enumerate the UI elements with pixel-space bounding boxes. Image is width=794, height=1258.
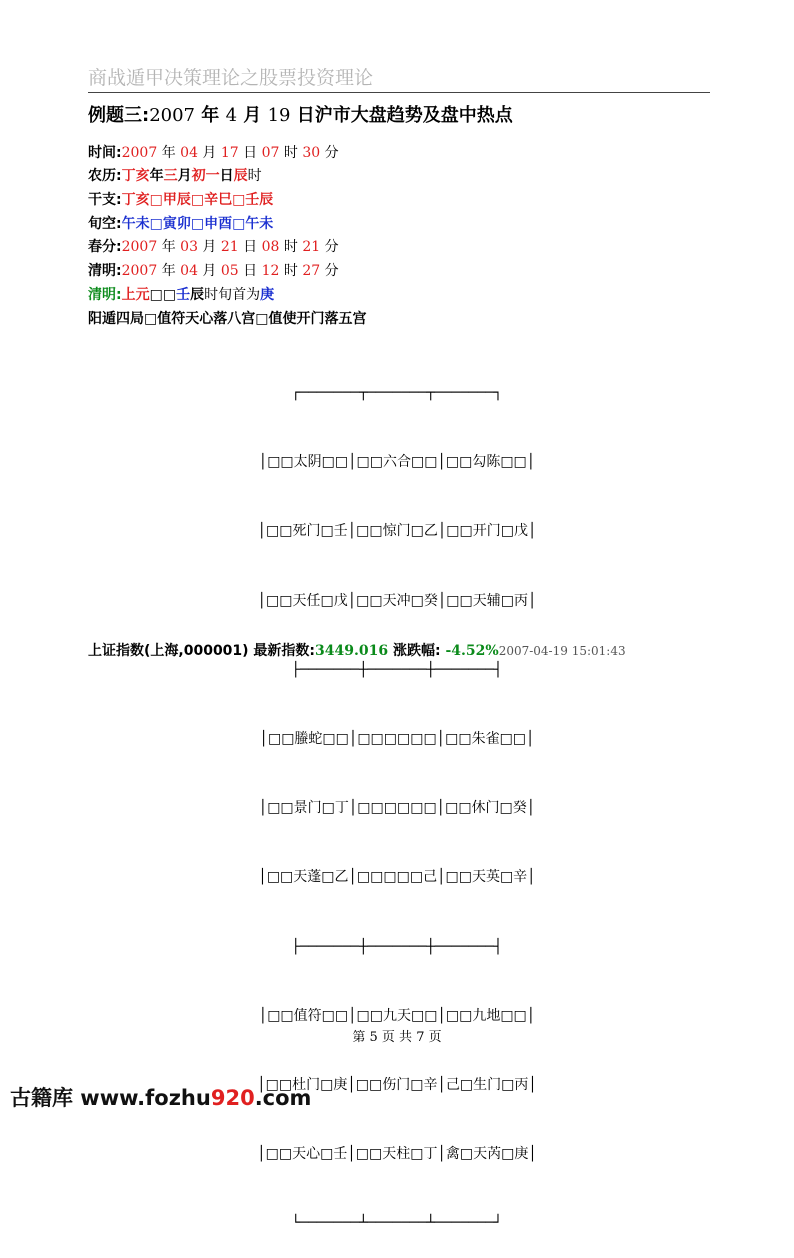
chunfen-year: 2007 — [121, 239, 158, 255]
footer-url-pre: www.fozhu — [73, 1086, 211, 1110]
grid-row: │□□螣蛇□□│□□□□□□│□□朱雀□□│ — [259, 730, 535, 747]
ganzhi-label: 干支: — [88, 192, 122, 208]
qingming-hour: 12 — [261, 263, 280, 279]
chunfen-hour: 08 — [261, 239, 280, 255]
chunfen-unit: 月 — [197, 239, 221, 255]
grid-row: │□□杜门□庚│□□伤门□辛│己□生门□丙│ — [257, 1076, 537, 1093]
qingming-minute: 27 — [302, 263, 321, 279]
footer-site-name: 古籍库 — [10, 1086, 73, 1110]
market-line — [88, 640, 626, 662]
title-unit-month: 月 — [237, 105, 268, 126]
lunar-label: 农历: — [88, 168, 122, 184]
market-index: 3449.016 — [315, 643, 389, 659]
grid-row: ├───────┼───────┼───────┤ — [291, 938, 503, 955]
time-minute: 30 — [302, 145, 321, 161]
yuan-gap: □□ — [149, 287, 177, 303]
qimen-grid — [0, 336, 794, 1258]
time-unit: 月 — [197, 145, 221, 161]
chunfen-unit: 日 — [238, 239, 262, 255]
qingming-month: 04 — [180, 263, 198, 279]
title-prefix: 例题三: — [88, 105, 150, 126]
yuan-line — [88, 284, 274, 306]
time-year: 2007 — [121, 145, 158, 161]
time-unit: 日 — [238, 145, 262, 161]
title-month: 4 — [225, 105, 238, 126]
qingming-year: 2007 — [121, 263, 158, 279]
footer-url[interactable] — [73, 1086, 311, 1110]
chunfen-line — [88, 236, 339, 258]
lunar-hour: 辰 — [233, 168, 248, 184]
lunar-month: 三 — [163, 168, 178, 184]
grid-row: │□□天任□戊│□□天冲□癸│□□天辅□丙│ — [257, 592, 537, 609]
yuan-geng: 庚 — [260, 287, 275, 303]
time-unit: 分 — [320, 145, 339, 161]
footer-url-highlight: 920 — [210, 1086, 255, 1110]
lunar-unit: 月 — [177, 168, 192, 184]
grid-row: │□□太阴□□│□□六合□□│□□勾陈□□│ — [258, 454, 536, 471]
market-change: -4.52% — [445, 643, 499, 659]
time-hour: 07 — [261, 145, 280, 161]
footer-watermark — [10, 1083, 311, 1113]
document-header: 商战遁甲决策理论之股票投资理论 — [88, 64, 710, 93]
yuan-text: 时旬首为 — [204, 287, 261, 303]
market-timestamp: 2007-04-19 15:01:43 — [498, 644, 626, 658]
market-change-label: 涨跌幅: — [388, 643, 446, 659]
chunfen-month: 03 — [180, 239, 198, 255]
yuan-xun: 壬 — [176, 287, 191, 303]
xunkong-value: 午未□寅卯□申酉□午未 — [121, 216, 274, 232]
grid-row: │□□天心□壬│□□天柱□丁│禽□天芮□庚│ — [257, 1146, 537, 1163]
time-label: 时间: — [88, 145, 122, 161]
time-month: 04 — [180, 145, 198, 161]
grid-row: │□□死门□壬│□□惊门□乙│□□开门□戊│ — [257, 523, 537, 540]
lunar-line — [88, 165, 262, 187]
time-day: 17 — [220, 145, 239, 161]
qingming-unit: 日 — [238, 263, 262, 279]
grid-row: ┌───────┬───────┬───────┐ — [291, 385, 503, 401]
qingming-line — [88, 260, 339, 282]
lunar-year: 丁亥 — [121, 168, 150, 184]
chunfen-minute: 21 — [302, 239, 321, 255]
lunar-unit: 时 — [247, 168, 262, 184]
grid-row: │□□景门□丁│□□□□□□│□□休门□癸│ — [258, 800, 536, 817]
qingming-unit: 时 — [279, 263, 303, 279]
qingming-label: 清明: — [88, 263, 122, 279]
grid-row: │□□天蓬□乙│□□□□□己│□□天英□辛│ — [258, 869, 536, 886]
xunkong-label: 旬空: — [88, 216, 122, 232]
title-year: 2007 — [149, 105, 196, 126]
lunar-unit: 年 — [149, 168, 164, 184]
grid-row: │□□值符□□│□□九天□□│□□九地□□│ — [258, 1007, 536, 1024]
chunfen-unit: 分 — [320, 239, 339, 255]
chunfen-day: 21 — [220, 239, 239, 255]
qingming-unit: 月 — [197, 263, 221, 279]
chunfen-unit: 年 — [157, 239, 181, 255]
example-title — [88, 103, 513, 129]
lunar-day: 初一 — [191, 168, 220, 184]
qingming-unit: 年 — [157, 263, 181, 279]
qingming-unit: 分 — [320, 263, 339, 279]
title-day: 19 — [267, 105, 291, 126]
yuan-label: 清明: — [88, 287, 122, 303]
title-unit-year: 年 — [195, 105, 226, 126]
time-unit: 时 — [279, 145, 303, 161]
time-unit: 年 — [157, 145, 181, 161]
xunkong-line — [88, 213, 273, 235]
grid-row: └───────┴───────┴───────┘ — [291, 1215, 503, 1232]
title-rest: 日沪市大盘趋势及盘中热点 — [290, 105, 513, 126]
grid-row: ├───────┼───────┼───────┤ — [291, 661, 503, 678]
market-label: 上证指数(上海,000001) 最新指数: — [88, 643, 316, 659]
yuan-value: 上元 — [121, 287, 150, 303]
chunfen-label: 春分: — [88, 239, 122, 255]
lunar-unit: 日 — [219, 168, 234, 184]
chunfen-unit: 时 — [279, 239, 303, 255]
time-line — [88, 142, 339, 164]
yuan-hour: 辰 — [190, 287, 205, 303]
qingming-day: 05 — [220, 263, 239, 279]
page-number: 第 5 页 共 7 页 — [352, 1030, 442, 1045]
ganzhi-value: 丁亥□甲辰□辛巳□壬辰 — [121, 192, 274, 208]
dun-line: 阳遁四局□值符天心落八宫□值使开门落五宫 — [88, 311, 367, 327]
footer-url-post: .com — [254, 1086, 312, 1110]
ganzhi-line — [88, 189, 273, 211]
